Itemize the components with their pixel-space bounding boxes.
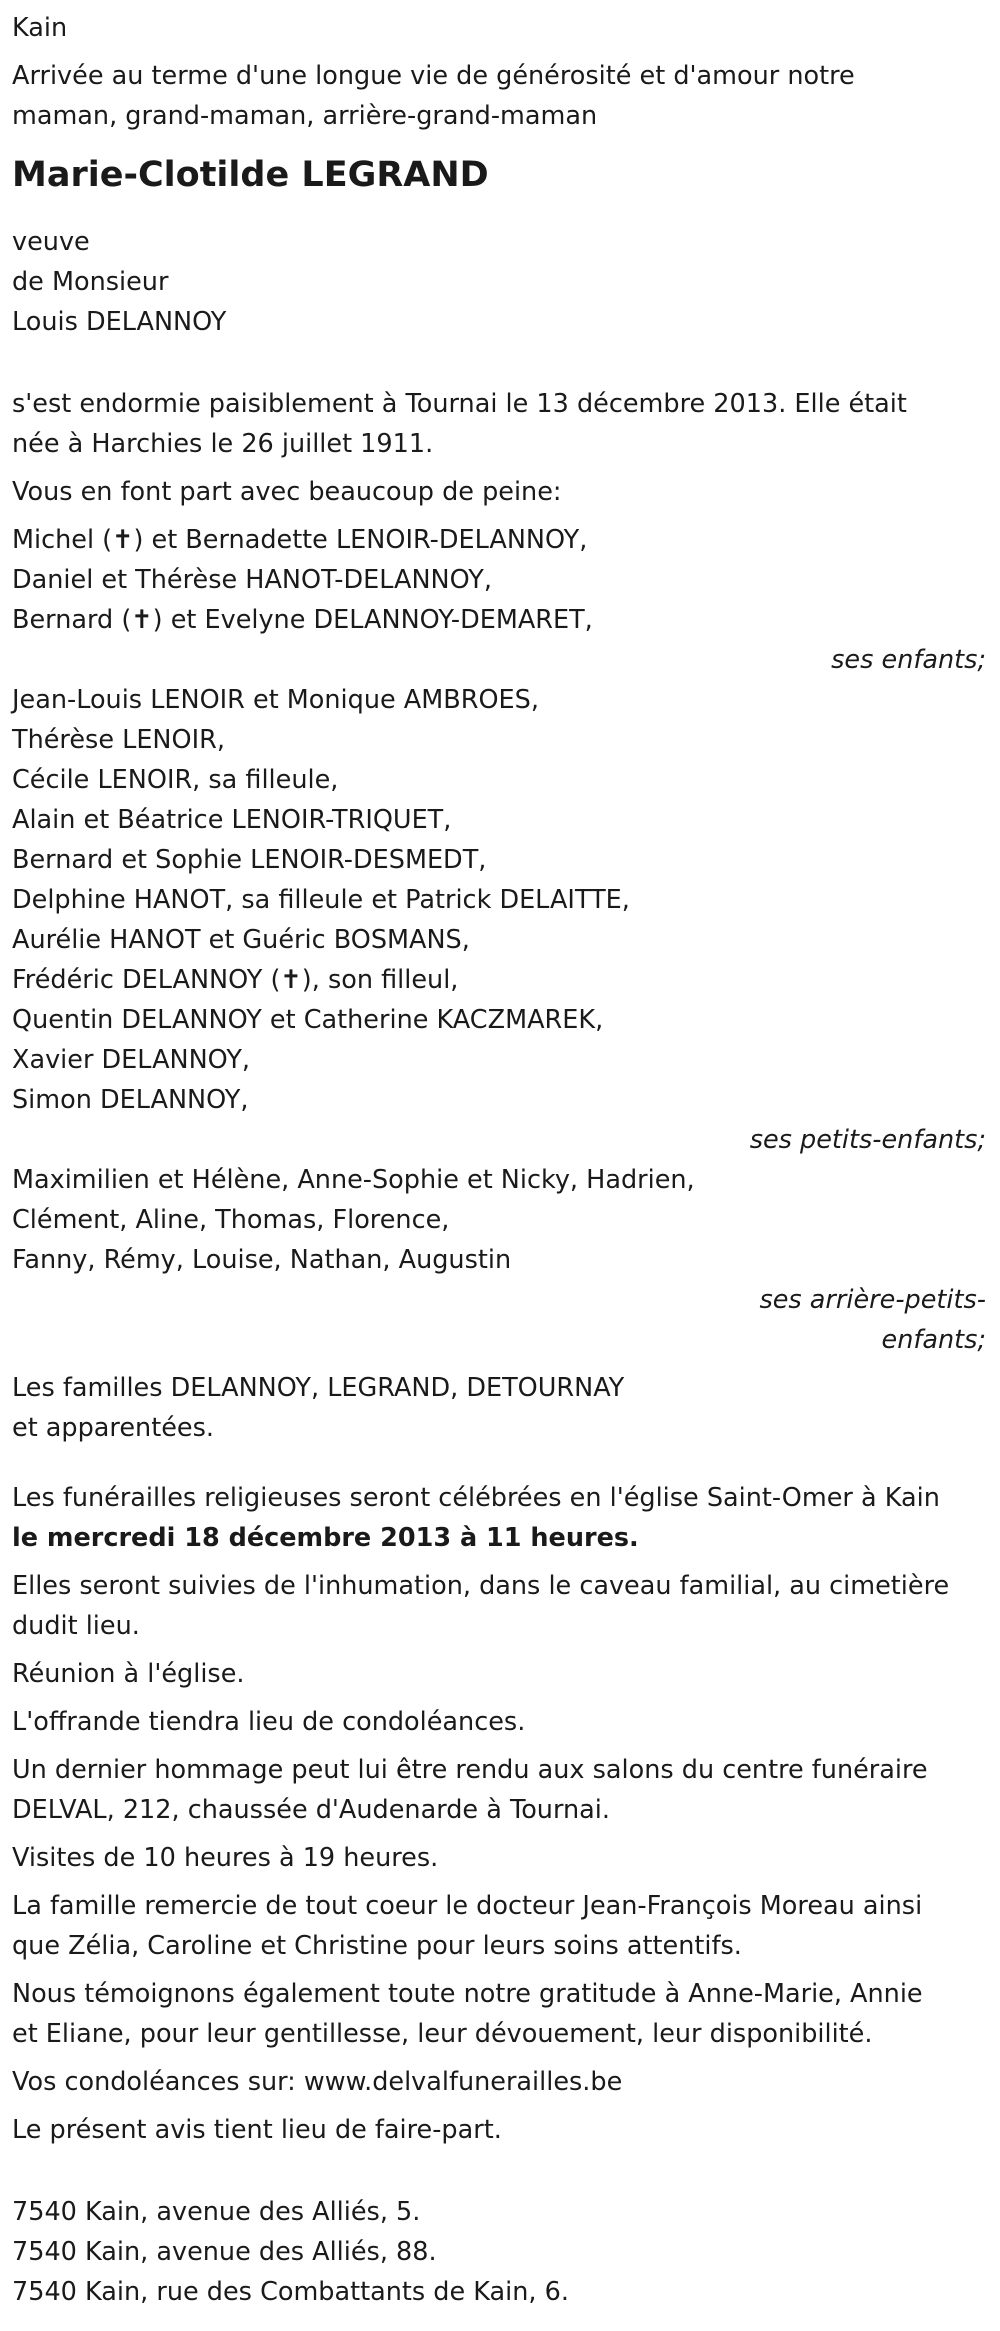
obituary-content (12, 8, 988, 2312)
family-member: Alain et Béatrice LENOIR-TRIQUET, (12, 805, 452, 835)
visits-text: Visites de 10 heures à 19 heures. (12, 1843, 439, 1873)
family-member: Cécile LENOIR, sa filleule, (12, 765, 339, 795)
great-grandchildren-role: enfants; (881, 1325, 986, 1355)
address-line: 7540 Kain, avenue des Alliés, 88. (12, 2237, 437, 2267)
family-member: Quentin DELANNOY et Catherine KACZMAREK, (12, 1005, 604, 1035)
funeral-date: le mercredi 18 décembre 2013 à 11 heures. (12, 1523, 639, 1553)
family-member: Clément, Aline, Thomas, Florence, (12, 1205, 450, 1235)
family-member: Bernard (✝) et Evelyne DELANNOY-DEMARET, (12, 605, 593, 635)
intro (12, 56, 988, 136)
burial-line: Elles seront suivies de l'inhumation, dans le caveau familial, au cimetière (12, 1571, 950, 1601)
offering-text: L'offrande tiendra lieu de condoléances. (12, 1707, 526, 1737)
widow-line: Louis DELANNOY (12, 307, 227, 337)
notice-info (12, 2110, 988, 2150)
intro-line: Arrivée au terme d'une longue vie de générosité et d'amour notre (12, 61, 855, 91)
funeral-info (12, 1478, 988, 1558)
intro-line: maman, grand-maman, arrière-grand-maman (12, 101, 598, 131)
meeting-info (12, 1654, 988, 1694)
great-grandchildren-role: ses arrière-petits- (759, 1285, 986, 1315)
family-member: Fanny, Rémy, Louise, Nathan, Augustin (12, 1245, 512, 1275)
address-line: 7540 Kain, avenue des Alliés, 5. (12, 2197, 421, 2227)
families-line: Les familles DELANNOY, LEGRAND, DETOURNAY (12, 1373, 625, 1403)
widow-line: de Monsieur (12, 267, 169, 297)
offering-info (12, 1702, 988, 1742)
widow-line: veuve (12, 227, 90, 257)
meeting-text: Réunion à l'église. (12, 1659, 245, 1689)
tribute-info (12, 1750, 988, 1830)
burial-info (12, 1566, 988, 1646)
family-member: Bernard et Sophie LENOIR-DESMEDT, (12, 845, 487, 875)
visits-info (12, 1838, 988, 1878)
burial-line: dudit lieu. (12, 1611, 140, 1641)
announcement (12, 472, 988, 512)
tribute-line: Un dernier hommage peut lui être rendu aux salons du centre funéraire (12, 1755, 928, 1785)
deceased-name: Marie-Clotilde LEGRAND (12, 155, 489, 195)
condolences-info (12, 2062, 988, 2102)
grandchildren-role: ses petits-enfants; (749, 1125, 986, 1155)
family-member: Delphine HANOT, sa filleule et Patrick DELAITTE, (12, 885, 630, 915)
addresses (12, 2192, 988, 2312)
family-member: Aurélie HANOT et Guéric BOSMANS, (12, 925, 470, 955)
family-member: Simon DELANNOY, (12, 1085, 249, 1115)
address-line: 7540 Kain, rue des Combattants de Kain, 6. (12, 2277, 569, 2307)
family-member: Michel (✝) et Bernadette LENOIR-DELANNOY, (12, 525, 588, 555)
death-line: née à Harchies le 26 juillet 1911. (12, 429, 434, 459)
family-member: Thérèse LENOIR, (12, 725, 225, 755)
family-member: Daniel et Thérèse HANOT-DELANNOY, (12, 565, 492, 595)
location-text: Kain (12, 13, 68, 43)
condolences-text: Vos condoléances sur: www.delvalfunerailles.be (12, 2067, 623, 2097)
thanks-line: La famille remercie de tout coeur le docteur Jean-François Moreau ainsi (12, 1891, 923, 1921)
grandchildren-list (12, 680, 988, 1160)
thanks-caregivers (12, 1974, 988, 2054)
announcement-text: Vous en font part avec beaucoup de peine: (12, 477, 562, 507)
family-member: Maximilien et Hélène, Anne-Sophie et Nicky, Hadrien, (12, 1165, 695, 1195)
families-line: et apparentées. (12, 1413, 214, 1443)
great-grandchildren-list (12, 1160, 988, 1360)
tribute-line: DELVAL, 212, chaussée d'Audenarde à Tournai. (12, 1795, 610, 1825)
family-member: Frédéric DELANNOY (✝), son filleul, (12, 965, 459, 995)
children-list (12, 520, 988, 680)
widow-of (12, 222, 988, 342)
notice-text: Le présent avis tient lieu de faire-part. (12, 2115, 502, 2145)
thanks-doctor (12, 1886, 988, 1966)
funeral-text: Les funérailles religieuses seront célébrées en l'église Saint-Omer à Kain (12, 1483, 940, 1513)
families (12, 1368, 988, 1448)
death-line: s'est endormie paisiblement à Tournai le 13 décembre 2013. Elle était (12, 389, 907, 419)
thanks-line: et Eliane, pour leur gentillesse, leur dévouement, leur disponibilité. (12, 2019, 873, 2049)
children-role: ses enfants; (831, 645, 986, 675)
location (12, 8, 988, 48)
family-member: Xavier DELANNOY, (12, 1045, 251, 1075)
thanks-line: Nous témoignons également toute notre gratitude à Anne-Marie, Annie (12, 1979, 923, 2009)
thanks-line: que Zélia, Caroline et Christine pour leurs soins attentifs. (12, 1931, 742, 1961)
family-member: Jean-Louis LENOIR et Monique AMBROES, (12, 685, 539, 715)
death-info (12, 384, 988, 464)
